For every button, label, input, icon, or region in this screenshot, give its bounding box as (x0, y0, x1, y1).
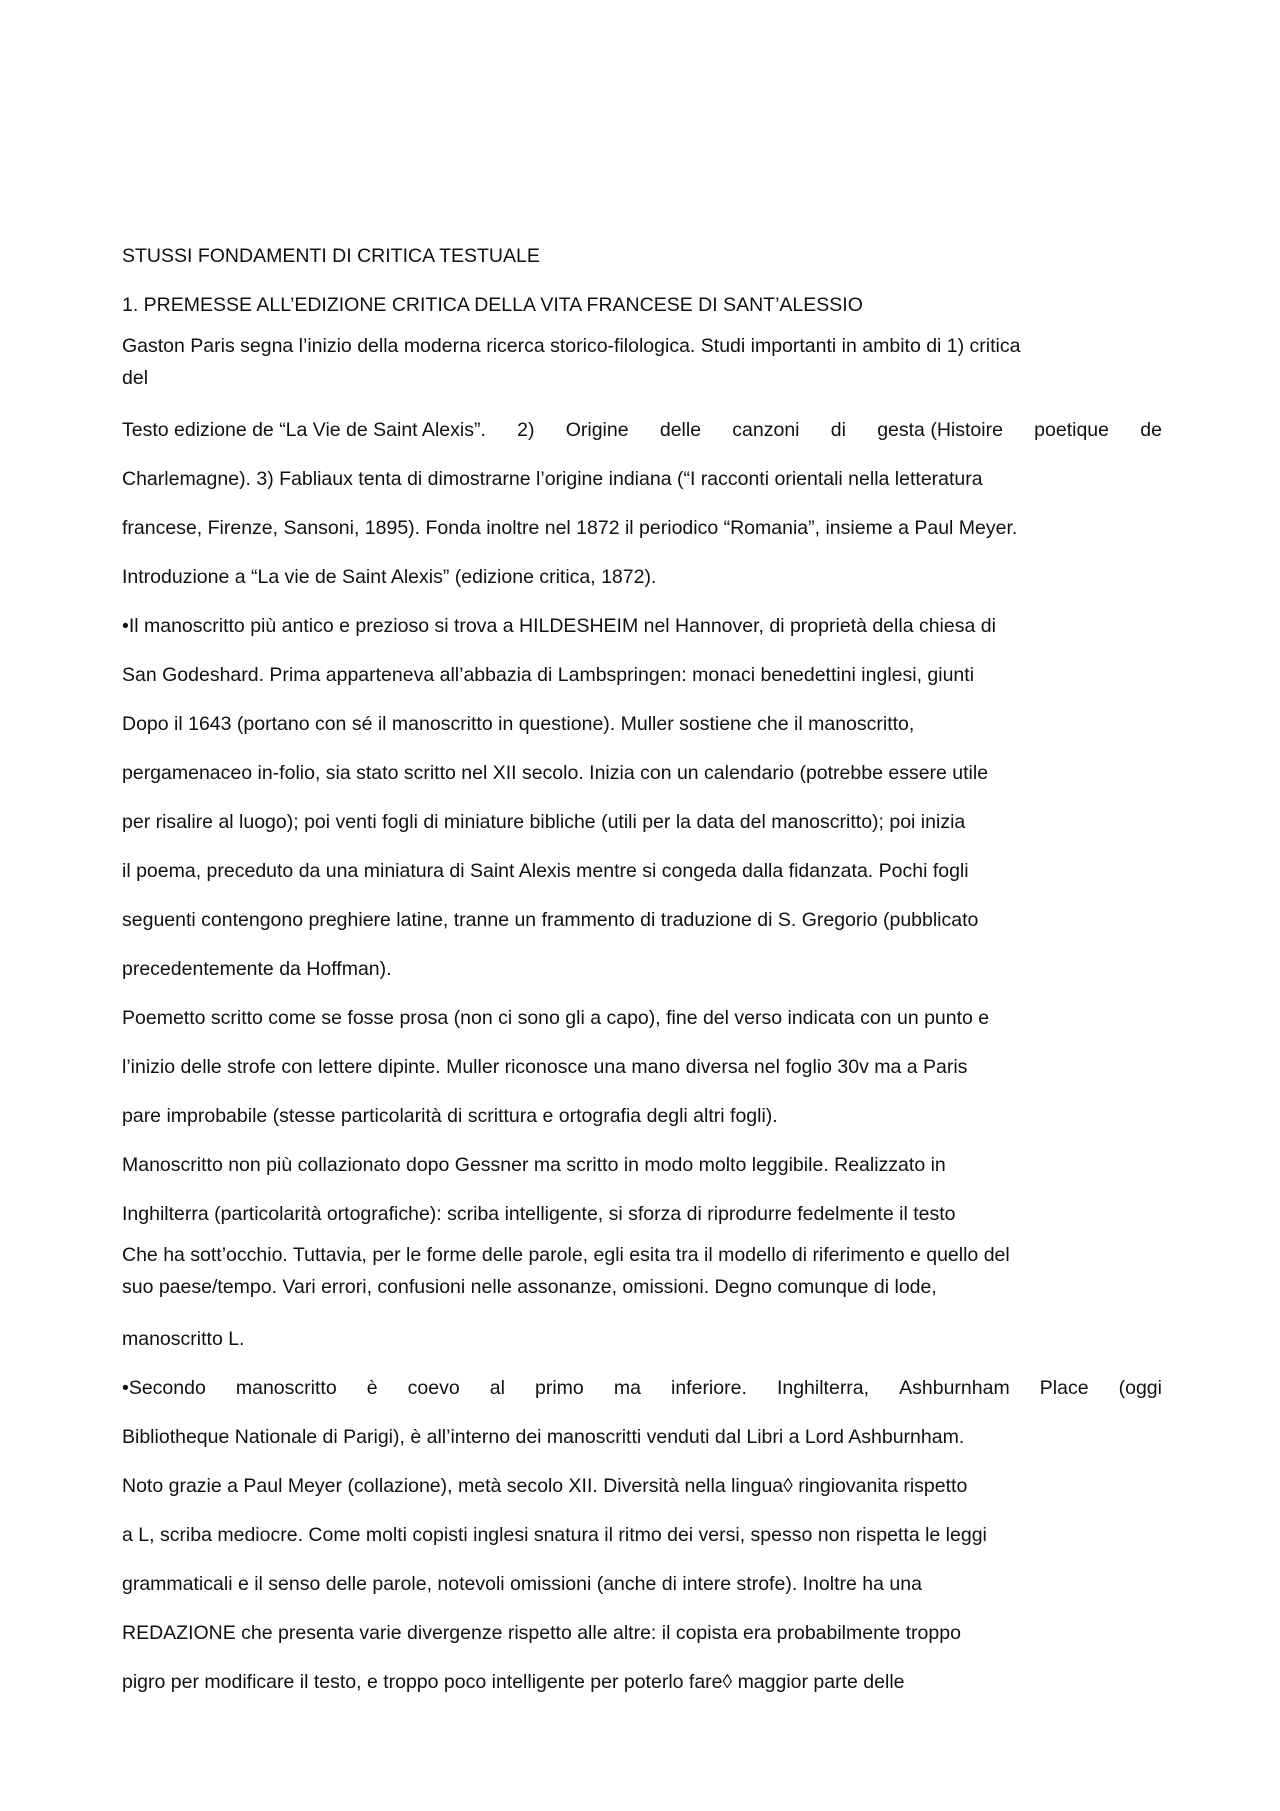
word: 2) (517, 419, 535, 441)
text-line: Noto grazie a Paul Meyer (collazione), metà secolo XII. Diversità nella lingua◊ ringiovanita rispetto (122, 1475, 968, 1497)
word: de (1140, 419, 1162, 441)
text-line: francese, Firenze, Sansoni, 1895). Fonda inoltre nel 1872 il periodico “Romania”, insieme a Paul Meyer. (122, 517, 1018, 539)
text-line: •Il manoscritto più antico e prezioso si trova a HILDESHEIM nel Hannover, di proprietà della chiesa di (122, 615, 996, 637)
word: (oggi (1118, 1377, 1162, 1399)
text-line: Poemetto scritto come se fosse prosa (non ci sono gli a capo), fine del verso indicata con un punto e (122, 1007, 990, 1029)
text-line: a L, scriba mediocre. Come molti copisti inglesi snatura il ritmo dei versi, spesso non rispetta le leggi (122, 1524, 987, 1546)
text-line: precedentemente da Hoffman). (122, 958, 392, 980)
text-line: Dopo il 1643 (portano con sé il manoscritto in questione). Muller sostiene che il manoscritto, (122, 713, 915, 735)
text-line: Inghilterra (particolarità ortografiche): scriba intelligente, si sforza di riprodurre fedelmente il testo (122, 1203, 956, 1225)
text-line: Manoscritto non più collazionato dopo Gessner ma scritto in modo molto leggibile. Realizzato in (122, 1154, 946, 1176)
word: delle (659, 419, 702, 441)
word: primo (535, 1377, 584, 1399)
text-line: il poema, preceduto da una miniatura di Saint Alexis mentre si congeda dalla fidanzata. Pochi fogli (122, 860, 969, 882)
word: di (830, 419, 846, 441)
text-line: Che ha sott’occhio. Tuttavia, per le forme delle parole, egli esita tra il modello di riferimento e quello del (122, 1244, 1010, 1266)
text-line: Charlemagne). 3) Fabliaux tenta di dimostrarne l’origine indiana (“I racconti orientali nella letteratura (122, 468, 983, 490)
word: Place (1039, 1377, 1089, 1399)
word: gesta (Histoire (877, 419, 1003, 441)
text-line: Bibliotheque Nationale di Parigi), è all’interno dei manoscritti venduti dal Libri a Lord Ashburnham. (122, 1426, 965, 1448)
word: canzoni (732, 419, 800, 441)
text-line: Gaston Paris segna l’inizio della moderna ricerca storico-filologica. Studi importanti in ambito di 1) critica (122, 335, 1021, 357)
text-line: per risalire al luogo); poi venti fogli di miniature bibliche (utili per la data del manoscritto); poi inizia (122, 811, 966, 833)
text-line: seguenti contengono preghiere latine, tranne un frammento di traduzione di S. Gregorio (pubblicato (122, 909, 979, 931)
text-line: grammaticali e il senso delle parole, notevoli omissioni (anche di intere strofe). Inoltre ha una (122, 1573, 922, 1595)
text-line: REDAZIONE che presenta varie divergenze rispetto alle altre: il copista era probabilmente troppo (122, 1622, 961, 1644)
word: inferiore. (671, 1377, 747, 1399)
text-line: manoscritto L. (122, 1328, 245, 1350)
word: ma (613, 1377, 641, 1399)
text-line: Introduzione a “La vie de Saint Alexis” (edizione critica, 1872). (122, 566, 657, 588)
word: al (489, 1377, 505, 1399)
word: •Secondo (122, 1377, 206, 1399)
word: manoscritto (235, 1377, 337, 1399)
word: Ashburnham (899, 1377, 1010, 1399)
justified-text-line (122, 406, 1162, 455)
document-body (122, 232, 1162, 1707)
text-line: pare improbabile (stesse particolarità di scrittura e ortografia degli altri fogli). (122, 1105, 778, 1127)
word: Testo edizione de “La Vie de Saint Alexis”. (122, 419, 486, 441)
justified-text-line (122, 1364, 1162, 1413)
word: Origine (565, 419, 629, 441)
word: poetique (1034, 419, 1109, 441)
text-line: pigro per modificare il testo, e troppo poco intelligente per poterlo fare◊ maggior parte delle (122, 1671, 905, 1693)
text-line: del (122, 367, 149, 389)
text-line: l’inizio delle strofe con lettere dipinte. Muller riconosce una mano diversa nel foglio 30v ma a Paris (122, 1056, 968, 1078)
text-line: pergamenaceo in-folio, sia stato scritto nel XII secolo. Inizia con un calendario (potrebbe essere utile (122, 762, 989, 784)
text-line: suo paese/tempo. Vari errori, confusioni nelle assonanze, omissioni. Degno comunque di lode, (122, 1276, 937, 1298)
word: coevo (407, 1377, 460, 1399)
document-title: STUSSI FONDAMENTI DI CRITICA TESTUALE (122, 245, 540, 267)
section-heading: 1. PREMESSE ALL’EDIZIONE CRITICA DELLA VITA FRANCESE DI SANT’ALESSIO (122, 294, 863, 316)
word: Inghilterra, (776, 1377, 870, 1399)
text-line: San Godeshard. Prima apparteneva all’abbazia di Lambspringen: monaci benedettini inglesi, giunti (122, 664, 975, 686)
word: è (366, 1377, 378, 1399)
